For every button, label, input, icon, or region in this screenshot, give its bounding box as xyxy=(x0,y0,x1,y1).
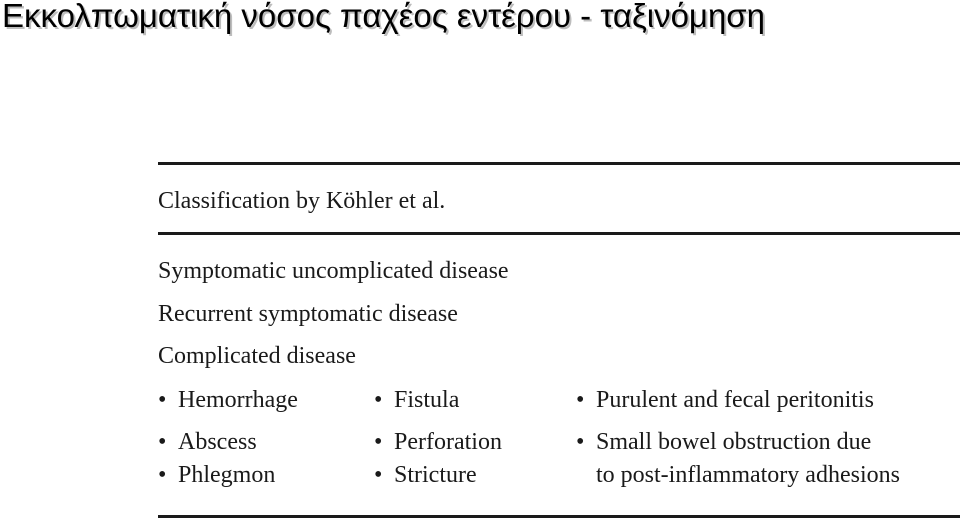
table-top-rule xyxy=(158,162,960,165)
complication-small-bowel-obstruction-cont: to post-inflammatory adhesions xyxy=(596,462,900,488)
complication-peritonitis: Purulent and fecal peritonitis xyxy=(596,387,874,413)
complication-phlegmon: Phlegmon xyxy=(178,462,276,488)
bullet-icon: • xyxy=(576,387,585,413)
complication-fistula: Fistula xyxy=(394,387,460,413)
table-header: Classification by Köhler et al. xyxy=(158,188,446,214)
bullet-icon: • xyxy=(576,429,585,455)
complication-perforation: Perforation xyxy=(394,429,502,455)
bullet-icon: • xyxy=(374,462,383,488)
slide-title: Εκκολπωματική νόσος παχέος εντέρου - ταξινόμηση xyxy=(2,0,766,34)
complication-stricture: Stricture xyxy=(394,462,477,488)
bullet-icon: • xyxy=(158,462,167,488)
bullet-icon: • xyxy=(374,387,383,413)
complication-small-bowel-obstruction: Small bowel obstruction due xyxy=(596,429,872,455)
category-recurrent-symptomatic: Recurrent symptomatic disease xyxy=(158,301,458,327)
table-bottom-rule xyxy=(158,515,960,518)
category-complicated: Complicated disease xyxy=(158,343,356,369)
complication-hemorrhage: Hemorrhage xyxy=(178,387,298,413)
bullet-icon: • xyxy=(158,429,167,455)
bullet-icon: • xyxy=(158,387,167,413)
category-symptomatic-uncomplicated: Symptomatic uncomplicated disease xyxy=(158,258,509,284)
table-header-rule xyxy=(158,232,960,235)
bullet-icon: • xyxy=(374,429,383,455)
complication-abscess: Abscess xyxy=(178,429,257,455)
